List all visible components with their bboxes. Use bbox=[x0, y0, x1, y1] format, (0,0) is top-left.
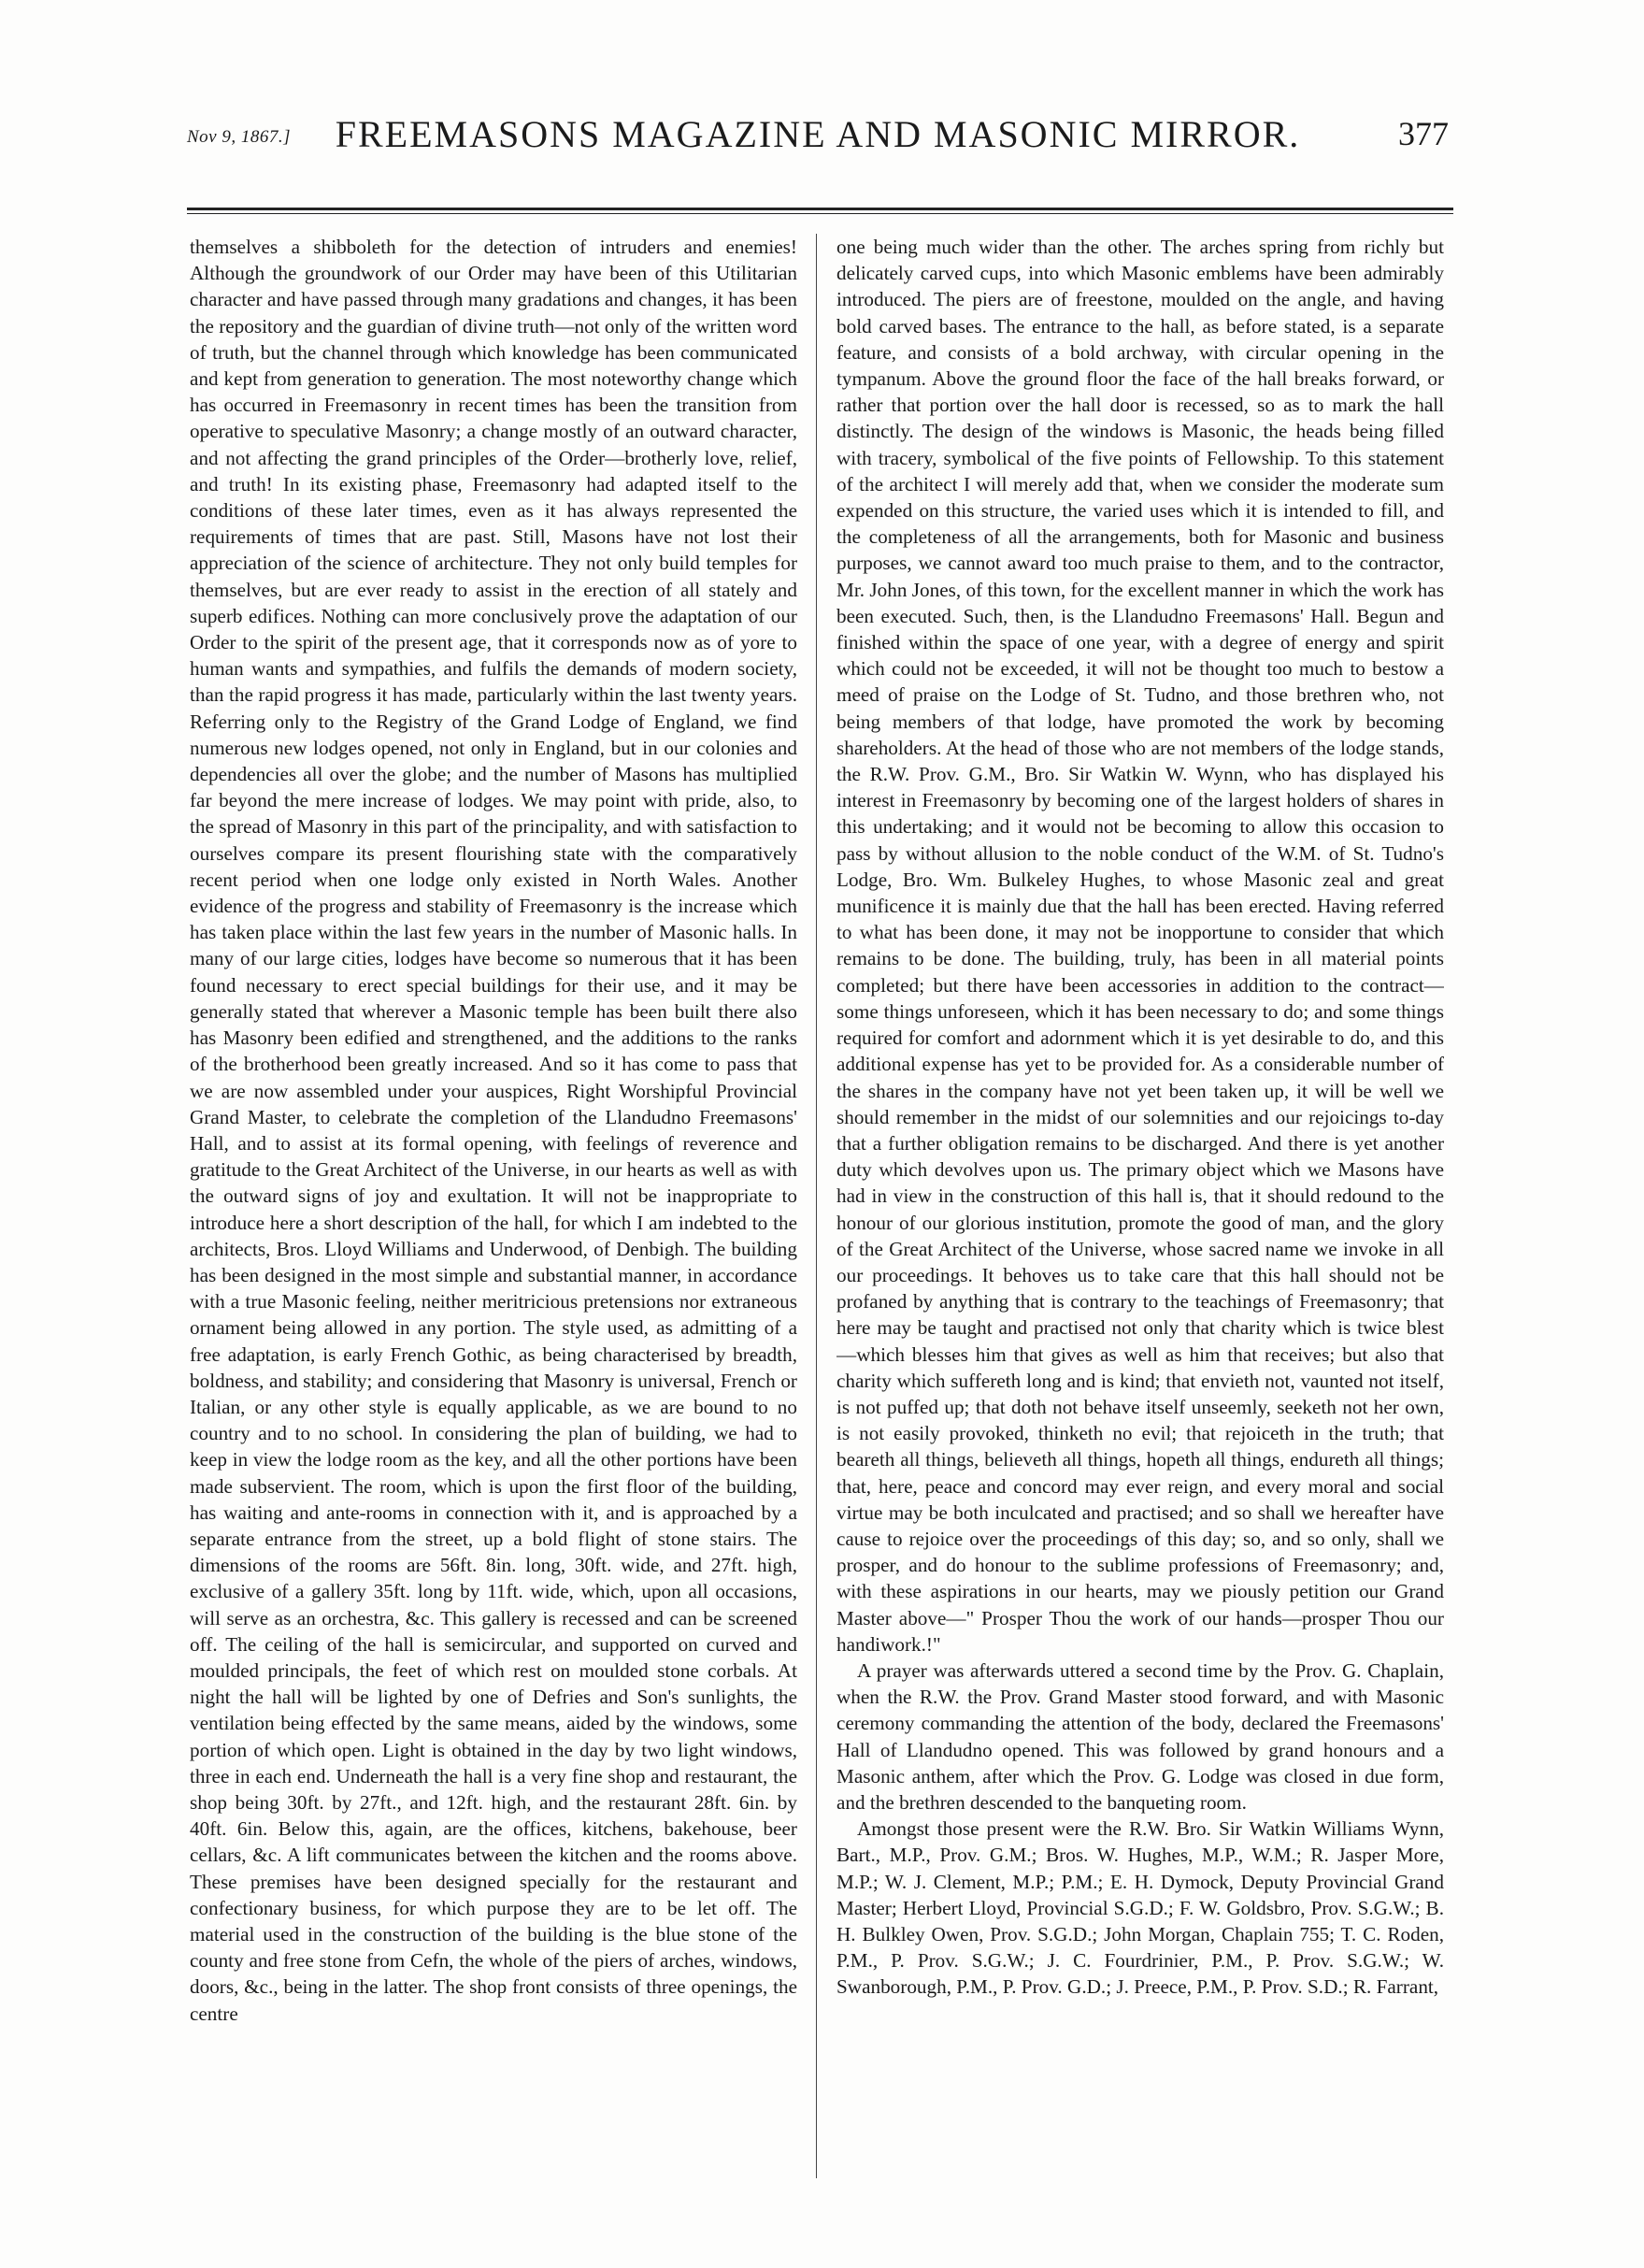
body-paragraph: one being much wider than the other. The arches spring from richly but delicately carved cups, into which Masonic emblems have been admirably introduced. The piers are of freestone, moulded on the angle, and having bold carved bases. The entrance to the hall, as before stated, is a separate feature, and consists of a bold archway, with circular opening in the tympanum. Above the ground floor the face of the hall breaks forward, or rather that portion over the hall door is recessed, so as to mark the hall distinctly. The design of the windows is Masonic, the heads being filled with tracery, symbolical of the five points of Fellowship. To this statement of the architect I will merely add that, when we consider the moderate sum expended on this structure, the varied uses which it is intended to fill, and the completeness of all the arrangements, both for Masonic and business purposes, we cannot award too much praise to them, and to the contractor, Mr. John Jones, of this town, for the excellent manner in which the work has been executed. Such, then, is the Llandudno Freemasons' Hall. Begun and finished within the space of one year, with a degree of energy and spirit which could not be exceeded, it will not be thought too much to bestow a meed of praise on the Lodge of St. Tudno, and those brethren who, not being members of that lodge, have promoted the work by becoming shareholders. At the head of those who are not members of the lodge stands, the R.W. Prov. G.M., Bro. Sir Watkin W. Wynn, who has displayed his interest in Freemasonry by becoming one of the largest holders of shares in this undertaking; and it would not be becoming to allow this occasion to pass by without allusion to the noble conduct of the W.M. of St. Tudno's Lodge, Bro. Wm. Bulkeley Hughes, to whose Masonic zeal and great munificence it is mainly due that the hall has been erected. Having referred to what has been done, it may not be inopportune to consider that which remains to be done. The building, truly, has been in all material points completed; but there have been accessories in addition to the contract—some things unforeseen, which it has been necessary to do; and some things required for comfort and adornment which it is yet desirable to do, and this additional expense has yet to be provided for. As a considerable number of the shares in the company have not yet been taken up, it will be well we should remember in the midst of our solemnities and our rejoicings to-day that a further obligation remains to be discharged. And there is yet another duty which devolves upon us. The primary object which we Masons have had in view in the construction of this hall is, that it should redound to the honour of our glorious institution, promote the good of man, and the glory of the Great Architect of the Universe, whose sacred name we invoke in all our proceedings. It behoves us to take care that this hall should not be profaned by anything that is contrary to the teachings of Freemasonry; that here may be taught and practised not only that charity which is twice blest—which blesses him that gives as well as him that receives; but also that charity which suffereth long and is kind; that envieth not, vaunted not itself, is not puffed up; that doth not behave itself unseemly, seeketh not her own, is not easily provoked, thinketh no evil; that rejoiceth in the truth; that beareth all things, believeth all things, hopeth all things, endureth all things; that, here, peace and concord may ever reign, and every moral and social virtue may be both inculcated and practised; and so shall we hereafter have cause to rejoice over the proceedings of this day; so, and so only, shall we prosper, and do honour to the sublime professions of Freemasonry; and, with these aspirations in our hearts, may we piously petition our Grand Master above—" Prosper Thou the work of our hands—prosper Thou our handiwork.!" bbox=[836, 236, 1444, 1656]
left-column bbox=[190, 234, 797, 2178]
right-column bbox=[836, 234, 1444, 2178]
body-paragraph: themselves a shibboleth for the detection of intruders and enemies! Although the groundwork of our Order may have been of this Utilitarian character and have passed through many gradations and changes, it has been the repository and the guardian of divine truth—not only of the written word of truth, but the channel through which knowledge has been communicated and kept from generation to generation. The most noteworthy change which has occurred in Freemasonry in recent times has been the transition from operative to speculative Masonry; a change mostly of an outward character, and not affecting the grand principles of the Order—brotherly love, relief, and truth! In its existing phase, Freemasonry had adapted itself to the conditions of these later times, even as it has always represented the requirements of times that are past. Still, Masons have not lost their appreciation of the science of architecture. They not only build temples for themselves, but are ever ready to assist in the erection of all stately and superb edifices. Nothing can more conclusively prove the adaptation of our Order to the spirit of the present age, that it corresponds now as of yore to human wants and sympathies, and fulfils the demands of modern society, than the rapid progress it has made, particularly within the last twenty years. Referring only to the Registry of the Grand Lodge of England, we find numerous new lodges opened, not only in England, but in our colonies and dependencies all over the globe; and the number of Masons has multiplied far beyond the mere increase of lodges. We may point with pride, also, to the spread of Masonry in this part of the principality, and with satisfaction to ourselves compare its present flourishing state with the comparatively recent period when one lodge only existed in North Wales. Another evidence of the progress and stability of Freemasonry is the increase which has taken place within the last few years in the number of Masonic halls. In many of our large cities, lodges have become so numerous that it has been found necessary to erect special buildings for their use, and it may be generally stated that wherever a Masonic temple has been built there also has Masonry been edified and strengthened, and the additions to the ranks of the brotherhood been greatly increased. And so it has come to pass that we are now assembled under your auspices, Right Worshipful Provincial Grand Master, to celebrate the completion of the Llandudno Freemasons' Hall, and to assist at its formal opening, with feelings of reverence and gratitude to the Great Architect of the Universe, in our hearts as well as with the outward signs of joy and exultation. It will not be inappropriate to introduce here a short description of the hall, for which I am indebted to the architects, Bros. Lloyd Williams and Underwood, of Denbigh. The building has been designed in the most simple and substantial manner, in accordance with a true Masonic feeling, neither meritricious pretensions nor extraneous ornament being allowed in any portion. The style used, as admitting of a free adaptation, is early French Gothic, as being characterised by breadth, boldness, and stability; and considering that Masonry is universal, French or Italian, or any other style is equally applicable, as we are bound to no country and to no school. In considering the plan of building, we had to keep in view the lodge room as the key, and all the other portions have been made subservient. The room, which is upon the first floor of the building, has waiting and ante-rooms in connection with it, and is approached by a separate entrance from the street, up a bold flight of stone stairs. The dimensions of the rooms are 56ft. 8in. long, 30ft. wide, and 27ft. high, exclusive of a gallery 35ft. long by 11ft. wide, which, upon all occasions, will serve as an orchestra, &c. This gallery is recessed and can be screened off. The ceiling of the hall is semicircular, and supported on curved and moulded principals, the feet of which rest on moulded stone corbals. At night the hall will be lighted by one of Defries and Son's sunlights, the ventilation being effected by the same means, aided by the windows, some portion of which open. Light is obtained in the day by two light windows, three in each end. Underneath the hall is a very fine shop and restaurant, the shop being 30ft. by 27ft., and 12ft. high, and the restaurant 28ft. 6in. by 40ft. 6in. Below this, again, are the offices, kitchens, bakehouse, beer cellars, &c. A lift communicates between the kitchen and the rooms above. These premises have been designed specially for the restaurant and confectionary business, for which purpose they are to be let off. The material used in the construction of the building is the blue stone of the county and free stone from Cefn, the whole of the piers of arches, windows, doors, &c., being in the latter. The shop front consists of three openings, the centre bbox=[190, 236, 797, 2025]
issue-date: Nov 9, 1867.] bbox=[187, 127, 291, 147]
body-paragraph: Amongst those present were the R.W. Bro. Sir Watkin Williams Wynn, Bart., M.P., Prov. G.M.; Bros. W. Hughes, M.P., W.M.; R. Jasper More, M.P.; W. J. Clement, M.P.; P.M.; E. H. Dymock, Deputy Provincial Grand Master; Herbert Lloyd, Provincial S.G.D.; F. W. Goldsbro, Prov. S.G.W.; B. H. Bulkley Owen, Prov. S.G.D.; John Morgan, Chaplain 755; T. C. Roden, P.M., P. Prov. S.G.W.; J. C. Fourdrinier, P.M., P. Prov. S.G.W.; W. Swanborough, P.M., P. Prov. G.D.; J. Preece, P.M., P. Prov. S.D.; R. Farrant, bbox=[836, 1817, 1444, 1999]
body-paragraph: A prayer was afterwards uttered a second time by the Prov. G. Chaplain, when the R.W. the Prov. Grand Master stood forward, and with Masonic ceremony commanding the attention of the body, declared the Freemasons' Hall of Llandudno opened. This was followed by grand honours and a Masonic anthem, after which the Prov. G. Lodge was closed in due form, and the brethren descended to the banqueting room. bbox=[836, 1658, 1444, 1814]
page-header bbox=[187, 108, 1449, 161]
header-rule bbox=[187, 208, 1453, 214]
publication-title: FREEMASONS MAGAZINE AND MASONIC MIRROR. bbox=[335, 113, 1301, 155]
page-number: 377 bbox=[1398, 115, 1449, 152]
column-divider bbox=[816, 234, 817, 2178]
